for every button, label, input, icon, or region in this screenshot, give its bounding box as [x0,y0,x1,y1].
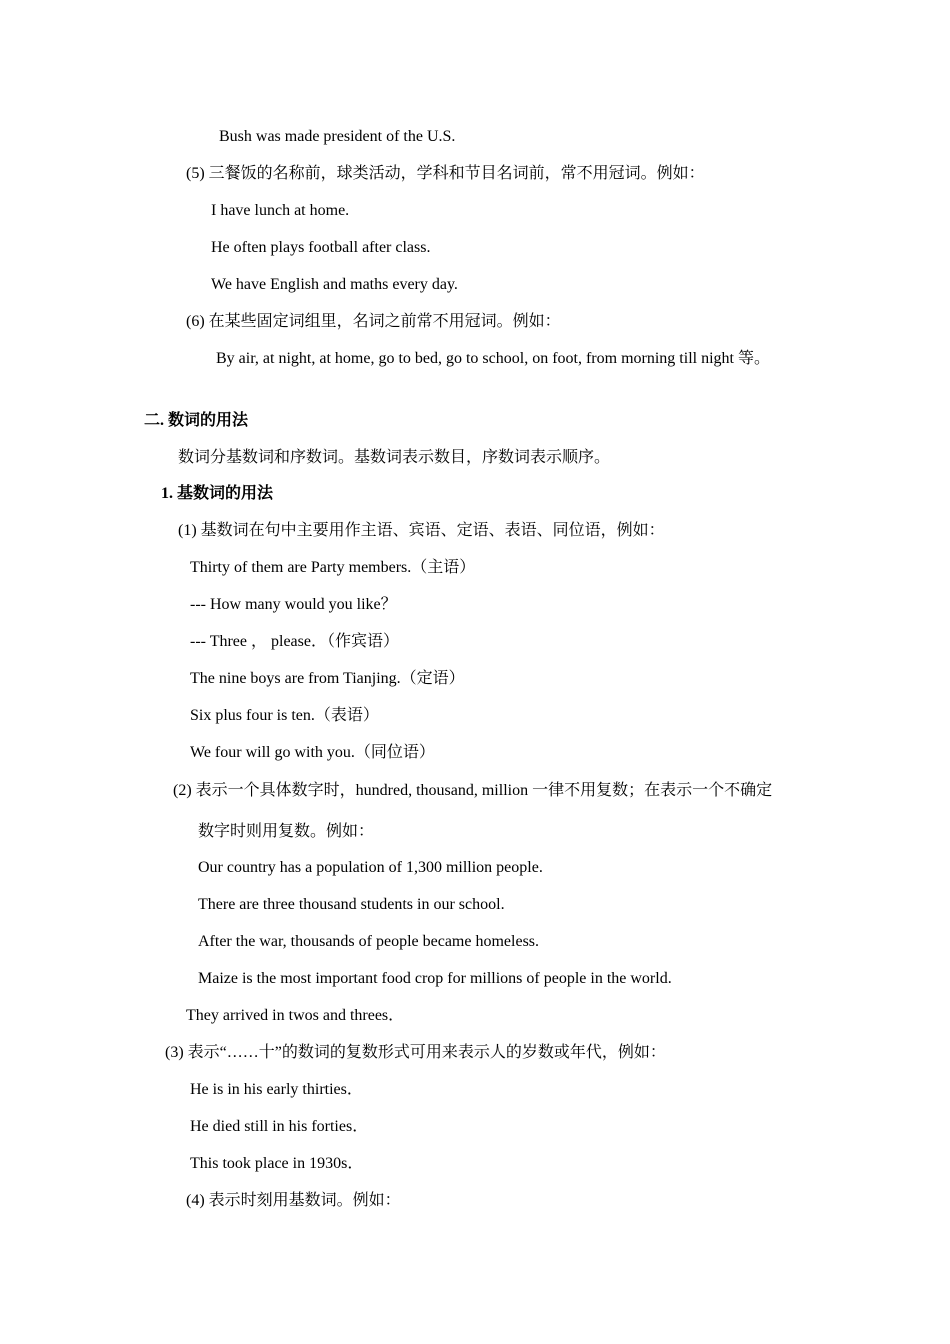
example-sentence: After the war, thousands of people became homeless. [198,933,540,950]
rule-item-4: (4) 表示时刻用基数词。例如： [186,1192,401,1209]
example-sentence: He often plays football after class. [211,239,431,256]
section-heading: 二. 数词的用法 [144,412,249,429]
rule-item-2: (2) 表示一个具体数字时，hundred, thousand, million 一律不用复数；在表示一个不确定 [173,782,773,799]
example-sentence: --- Three ， please．（作宾语） [190,633,399,650]
example-sentence: They arrived in twos and threes． [186,1007,405,1024]
example-sentence: We four will go with you.（同位语） [190,744,435,761]
example-sentence: I have lunch at home. [211,202,350,219]
subsection-heading: 1. 基数词的用法 [161,485,274,502]
example-sentence: Thirty of them are Party members.（主语） [190,559,476,576]
example-sentence: Six plus four is ten.（表语） [190,707,379,724]
example-sentence: Maize is the most important food crop for millions of people in the world. [198,970,672,987]
example-sentence: The nine boys are from Tianjing.（定语） [190,670,465,687]
example-sentence: --- How many would you like？ [190,596,397,613]
example-sentence: He died still in his forties． [190,1118,369,1135]
example-sentence: Bush was made president of the U.S. [219,128,456,145]
rule-item-6: (6) 在某些固定词组里，名词之前常不用冠词。例如： [186,313,561,330]
example-sentence: There are three thousand students in our school. [198,896,505,913]
section-intro: 数词分基数词和序数词。基数词表示数目，序数词表示顺序。 [178,449,611,466]
example-sentence: He is in his early thirties． [190,1081,363,1098]
rule-item-1: (1) 基数词在句中主要用作主语、宾语、定语、表语、同位语，例如： [178,522,665,539]
example-sentence: By air, at night, at home, go to bed, go to school, on foot, from morning till night 等。 [216,350,770,367]
example-sentence: Our country has a population of 1,300 million people. [198,859,543,876]
example-sentence: This took place in 1930s． [190,1155,364,1172]
example-sentence: We have English and maths every day. [211,276,458,293]
rule-item-5: (5) 三餐饭的名称前，球类活动，学科和节目名词前，常不用冠词。例如： [186,165,705,182]
rule-item-2-continued: 数字时则用复数。例如： [198,823,375,840]
rule-item-3: (3) 表示“……十”的数词的复数形式可用来表示人的岁数或年代，例如： [165,1044,666,1061]
